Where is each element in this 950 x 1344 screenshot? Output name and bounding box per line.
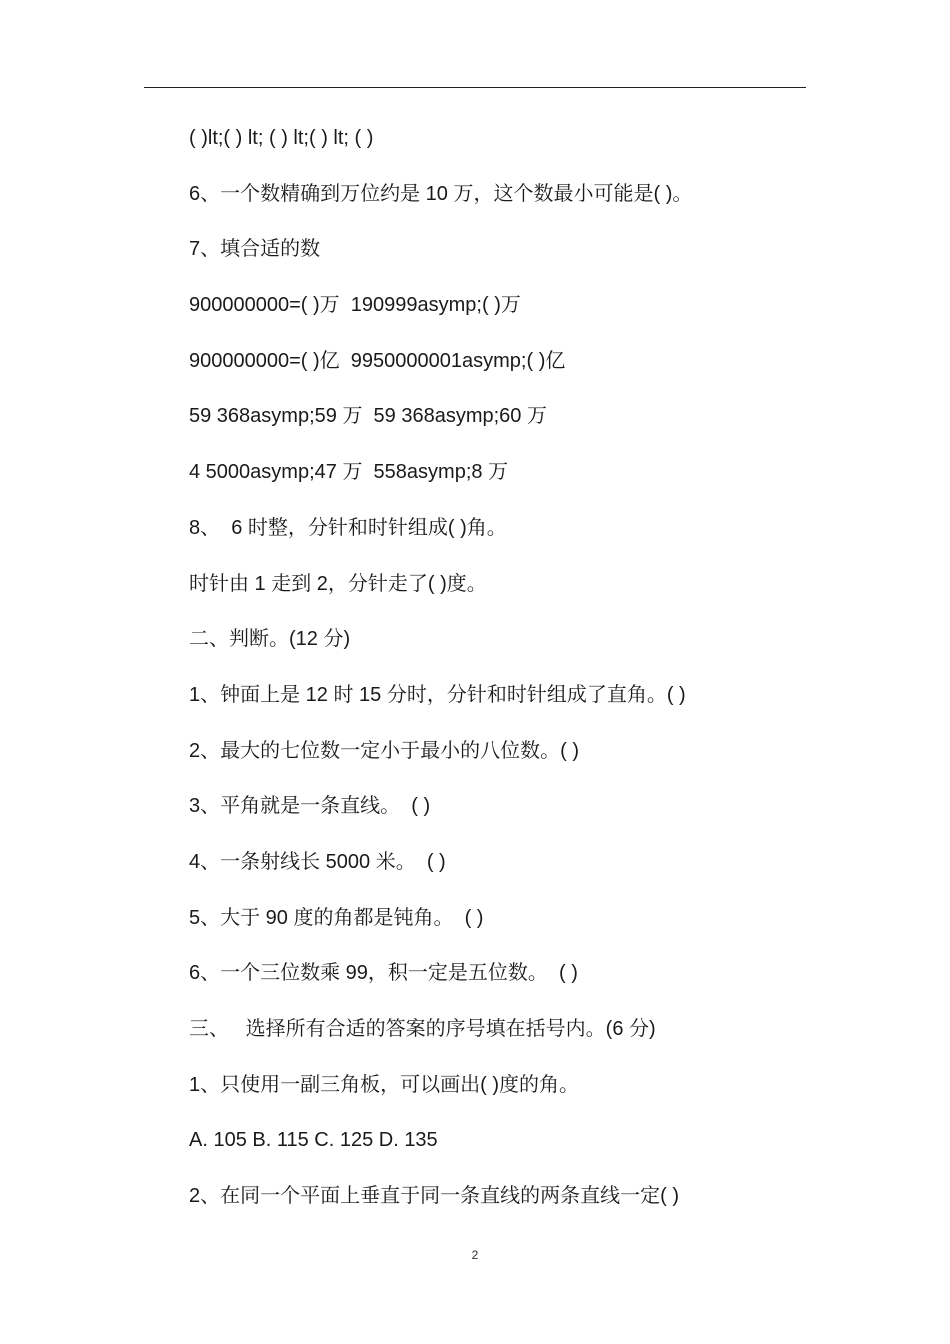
text-line: 4 5000asymp;47 万 558asymp;8 万: [189, 461, 509, 484]
text-line: 59 368asymp;59 万 59 368asymp;60 万: [189, 405, 547, 428]
text-line: 时针由 1 走到 2，分针走了( )度。: [189, 572, 487, 595]
text-line: 900000000=( )万 190999asymp;( )万: [189, 294, 521, 317]
text-line: 900000000=( )亿 9950000001asymp;( )亿: [189, 349, 566, 372]
text-line: 6、一个三位数乘 99，积一定是五位数。 ( ): [189, 962, 578, 985]
section-heading: 三、 选择所有合适的答案的序号填在括号内。(6 分): [189, 1018, 656, 1040]
text-line: 1、只使用一副三角板，可以画出( )度的角。: [189, 1073, 579, 1096]
document-body: [189, 118, 809, 1232]
text-line: 4、一条射线长 5000 米。 ( ): [189, 850, 446, 873]
text-line: 2、最大的七位数一定小于最小的八位数。( ): [189, 739, 579, 762]
text-line: 6、一个数精确到万位约是 10 万，这个数最小可能是( )。: [189, 182, 693, 205]
section-heading: 二、判断。(12 分): [189, 628, 351, 651]
page-number: 2: [471, 1248, 479, 1262]
text-line: 5、大于 90 度的角都是钝角。 ( ): [189, 906, 484, 929]
text-line: 8、 6 时整，分针和时针组成( )角。: [189, 516, 507, 539]
text-line: 7、填合适的数: [189, 238, 321, 261]
text-line: 2、在同一个平面上垂直于同一条直线的两条直线一定( ): [189, 1185, 679, 1208]
answer-options: A. 105 B. 115 C. 125 D. 135: [189, 1129, 438, 1152]
header-rule: [144, 87, 806, 88]
text-line: 1、钟面上是 12 时 15 分时，分针和时针组成了直角。( ): [189, 683, 686, 706]
text-line: 3、平角就是一条直线。 ( ): [189, 795, 431, 818]
text-line: ( )lt;( ) lt; ( ) lt;( ) lt; ( ): [189, 127, 374, 149]
